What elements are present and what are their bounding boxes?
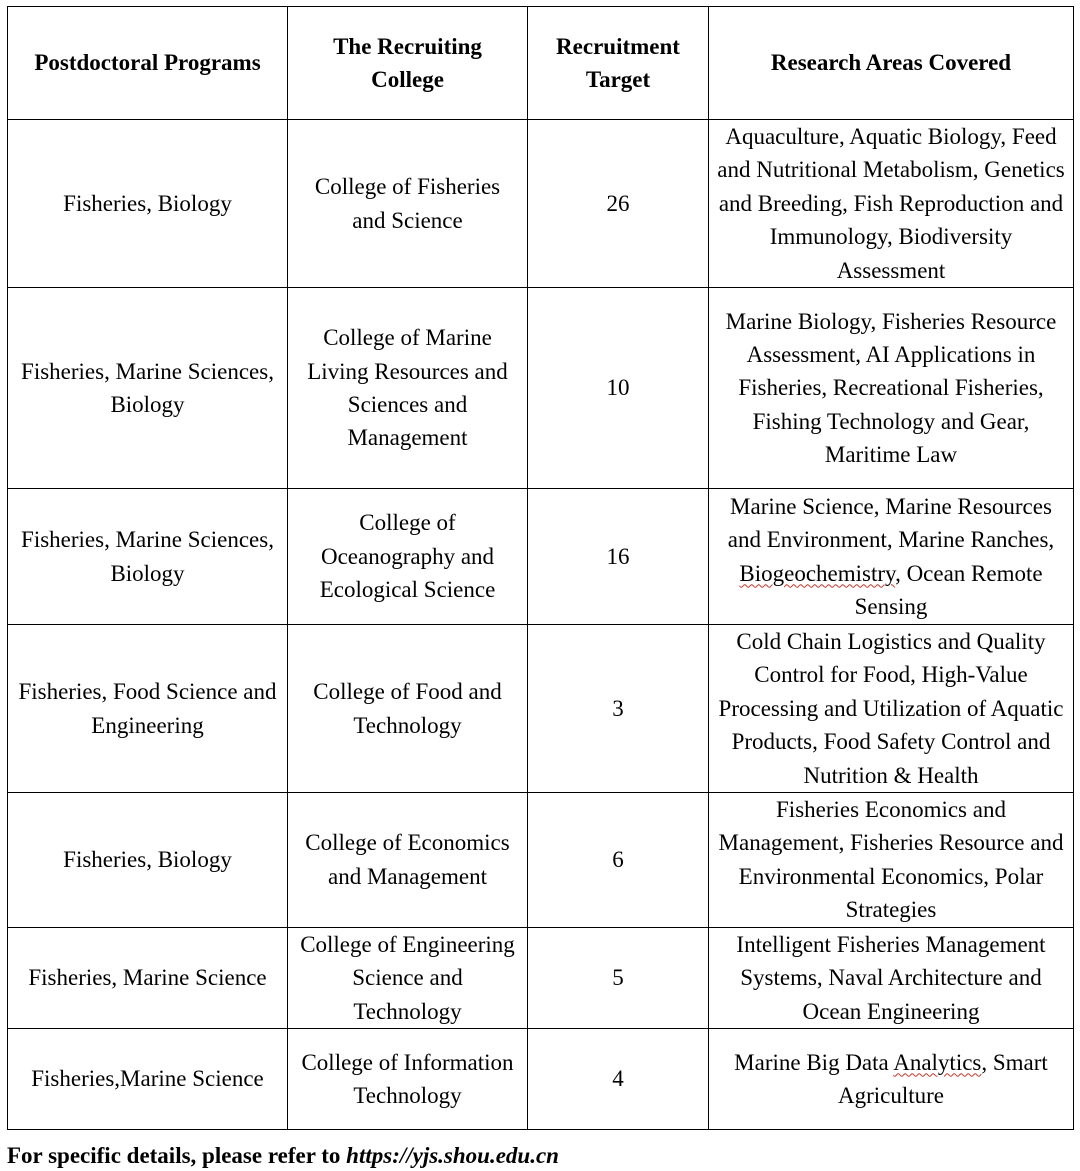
- table-row: [8, 120, 1074, 288]
- footer-link[interactable]: https://yjs.shou.edu.cn: [346, 1143, 559, 1168]
- footer-text: For specific details, please refer to: [7, 1143, 347, 1168]
- research-areas-text: , Ocean Remote Sensing: [854, 560, 1043, 619]
- table-row: [8, 1028, 1074, 1129]
- target-cell: 5: [528, 927, 709, 1028]
- target-cell: 4: [528, 1028, 709, 1129]
- target-cell: 10: [528, 288, 709, 489]
- program-cell: Fisheries, Biology: [8, 793, 288, 928]
- program-cell: Fisheries, Marine Sciences, Biology: [8, 288, 288, 489]
- program-cell: Fisheries, Marine Sciences, Biology: [8, 489, 288, 625]
- table-row: [8, 927, 1074, 1028]
- college-cell: College of Fisheries and Science: [288, 120, 528, 288]
- research-areas-text: Marine Big Data: [734, 1049, 894, 1075]
- college-cell: College of Engineering Science and Technology: [288, 927, 528, 1028]
- college-cell: College of Marine Living Resources and Sciences and Management: [288, 288, 528, 489]
- research-areas-cell: Marine Biology, Fisheries Resource Assessment, AI Applications in Fisheries, Recreational Fisheries, Fishing Technology and Gear, Maritime Law: [709, 288, 1074, 489]
- college-cell: College of Information Technology: [288, 1028, 528, 1129]
- research-areas-cell: Fisheries Economics and Management, Fisheries Resource and Environmental Economics, Polar Strategies: [709, 793, 1074, 928]
- postdoc-table-container: [7, 6, 1073, 1130]
- program-cell: Fisheries, Food Science and Engineering: [8, 625, 288, 793]
- research-areas-text: Marine Science, Marine Resources and Environment, Marine Ranches,: [727, 493, 1055, 553]
- college-cell: College of Oceanography and Ecological Science: [288, 489, 528, 625]
- table-row: [8, 288, 1074, 489]
- target-cell: 16: [528, 489, 709, 625]
- spellcheck-flagged-word: Biogeochemistry: [739, 560, 896, 586]
- research-areas-cell: Intelligent Fisheries Management Systems, Naval Architecture and Ocean Engineering: [709, 927, 1074, 1028]
- program-cell: Fisheries, Marine Science: [8, 927, 288, 1028]
- postdoc-recruitment-table: [7, 6, 1074, 1130]
- target-cell: 3: [528, 625, 709, 793]
- spellcheck-flagged-word: Analytics: [893, 1049, 982, 1075]
- table-header-row: [8, 7, 1074, 120]
- table-row: [8, 489, 1074, 625]
- header-research-areas: Research Areas Covered: [709, 7, 1074, 120]
- research-areas-text: , Smart Agriculture: [837, 1049, 1048, 1108]
- target-cell: 26: [528, 120, 709, 288]
- college-cell: College of Food and Technology: [288, 625, 528, 793]
- table-row: [8, 625, 1074, 793]
- research-areas-cell: Aquaculture, Aquatic Biology, Feed and Nutritional Metabolism, Genetics and Breeding, Fish Reproduction and Immunology, Biodiversity Assessment: [709, 120, 1074, 288]
- target-cell: 6: [528, 793, 709, 928]
- header-recruiting-college: The Recruiting College: [288, 7, 528, 120]
- research-areas-cell: Cold Chain Logistics and Quality Control for Food, High-Value Processing and Utilization of Aquatic Products, Food Safety Control and Nutrition & Health: [709, 625, 1074, 793]
- header-recruitment-target: Recruitment Target: [528, 7, 709, 120]
- table-row: [8, 793, 1074, 928]
- footer-note: [7, 1141, 559, 1171]
- college-cell: College of Economics and Management: [288, 793, 528, 928]
- program-cell: Fisheries, Biology: [8, 120, 288, 288]
- research-areas-cell: [709, 1028, 1074, 1129]
- program-cell: Fisheries,Marine Science: [8, 1028, 288, 1129]
- header-postdoctoral-programs: Postdoctoral Programs: [8, 7, 288, 120]
- research-areas-cell: [709, 489, 1074, 625]
